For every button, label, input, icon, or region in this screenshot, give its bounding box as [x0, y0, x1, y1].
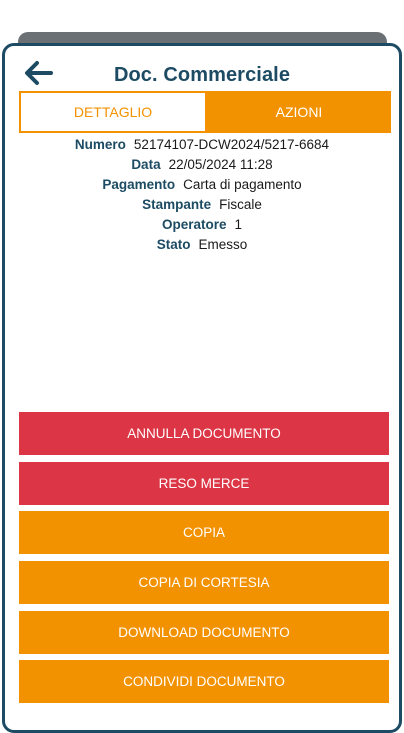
detail-row-stato — [5, 234, 399, 254]
detail-value: Carta di pagamento — [183, 176, 302, 192]
document-panel — [2, 43, 402, 733]
detail-value: 22/05/2024 11:28 — [168, 156, 273, 172]
detail-label: Operatore — [161, 216, 227, 232]
detail-label: Stampante — [142, 196, 212, 212]
document-details — [5, 134, 399, 254]
copia-button[interactable]: COPIA — [19, 511, 389, 554]
detail-label: Numero — [74, 136, 126, 152]
detail-label: Pagamento — [102, 176, 176, 192]
detail-value: Fiscale — [219, 196, 262, 212]
action-list — [19, 412, 389, 710]
detail-row-numero — [5, 134, 399, 154]
detail-label: Data — [131, 156, 161, 172]
detail-row-stampante — [5, 194, 399, 214]
detail-row-data — [5, 154, 399, 174]
detail-label: Stato — [156, 236, 191, 252]
tab-azioni[interactable]: AZIONI — [207, 91, 391, 133]
detail-value: 1 — [234, 216, 243, 232]
tab-dettaglio[interactable]: DETTAGLIO — [19, 91, 207, 133]
download-documento-button[interactable]: DOWNLOAD DOCUMENTO — [19, 611, 389, 654]
tab-bar — [19, 91, 391, 133]
detail-row-pagamento — [5, 174, 399, 194]
copia-di-cortesia-button[interactable]: COPIA DI CORTESIA — [19, 561, 389, 604]
detail-value: Emesso — [198, 236, 248, 252]
annulla-documento-button[interactable]: ANNULLA DOCUMENTO — [19, 412, 389, 455]
detail-row-operatore — [5, 214, 399, 234]
header — [5, 46, 399, 92]
reso-merce-button[interactable]: RESO MERCE — [19, 462, 389, 505]
condividi-documento-button[interactable]: CONDIVIDI DOCUMENTO — [19, 660, 389, 703]
detail-value: 52174107-DCW2024/5217-6684 — [133, 136, 330, 152]
page-title: Doc. Commerciale — [113, 64, 291, 86]
